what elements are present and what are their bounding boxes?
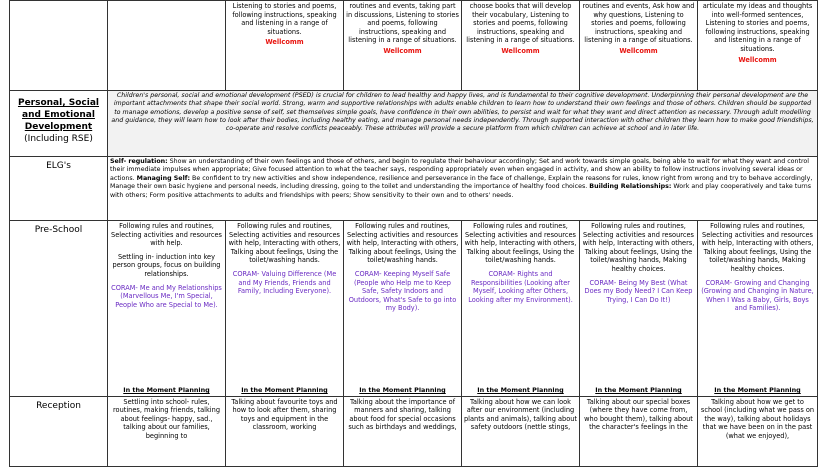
preschool-cell-5 xyxy=(698,221,818,397)
psed-description: Children's personal, social and emotional development (PSED) is crucial for children to lead healthy and happy lives, and is fundamental to their cognitive development. Underpinning their personal development are the important attachments that shape their social world. Strong, warm and supportive relationships with adults enable children to learn how to understand their own feelings and those of others. Children should be supported to manage emotions, develop a positive sense of self, set themselves simple goals, have confidence in their own abilities, to persist and wait for what they want and direct attention as necessary. Through adult modelling and guidance, they will learn how to look after their bodies, including healthy eating, and manage personal needs independently. Through supported interaction with other children they learn how to make good friendships, co-operate and resolve conflicts peaceably. These attributes will provide a secure platform from which children can achieve at school and in later life. xyxy=(108,91,818,157)
psed-row xyxy=(10,91,818,157)
planning-label: In the Moment Planning xyxy=(595,386,682,394)
planning-label: In the Moment Planning xyxy=(123,386,210,394)
reception-cell-0: Settling into school- rules, routines, making friends, talking about feelings- happy, sad., talking about our families, beginning to xyxy=(108,396,226,466)
reception-cell-5: Talking about how we get to school (including what we pass on the way), talking about holidays that we have been on in the past (what we enjoyed), xyxy=(698,396,818,466)
wellcomm-tag: Wellcomm xyxy=(619,46,658,55)
top-cell-text: articulate my ideas and thoughts into well-formed sentences, Listening to stories and poems, following instructions, speaking and listening in a range of situations. xyxy=(702,2,813,53)
reception-cell-2: Talking about the importance of manners and sharing, talking about food for special occasions such as birthdays and weddings, xyxy=(344,396,462,466)
self-regulation-heading: Self- regulation: xyxy=(110,158,168,165)
elg-row xyxy=(10,157,818,221)
preschool-cell-focus: Settling in- induction into key person groups, focus on building relationships. xyxy=(112,252,221,278)
managing-self-heading: Managing Self: xyxy=(136,174,190,182)
preschool-cell-skills: Following rules and routines, Selecting activities and resources with help. xyxy=(111,222,222,248)
coram-unit: CORAM- Me and My Relationships (Marvellous Me, I'm Special, People Who are Special to Me). xyxy=(111,283,222,309)
planning-label: In the Moment Planning xyxy=(241,386,328,394)
preschool-cell-3 xyxy=(462,221,580,397)
preschool-cell-skills: Following rules and routines, Selecting activities and resources with help, Interacting with others, Talking about feelings, Using the toilet/washing hands, Making healthy choices. xyxy=(701,222,814,273)
elg-label: ELG's xyxy=(10,157,108,221)
reception-row xyxy=(10,396,818,466)
elg-description xyxy=(108,157,818,221)
top-cell-text: routines and events, Ask how and why questions, Listening to stories and poems, following instructions, speaking and listening in a range of situations. xyxy=(582,2,695,45)
reception-cell-3: Talking about how we can look after our environment (including plants and animals), talking about safety outdoors (nettle stings, xyxy=(462,396,580,466)
wellcomm-tag: Wellcomm xyxy=(383,46,422,55)
preschool-cell-4 xyxy=(580,221,698,397)
reception-label: Reception xyxy=(10,396,108,466)
coram-unit: CORAM- Growing and Changing (Growing and Changing in Nature, When I Was a Baby, Girls, Boys and Families). xyxy=(701,278,814,313)
planning-label: In the Moment Planning xyxy=(714,386,801,394)
preschool-label: Pre-School xyxy=(10,221,108,397)
wellcomm-tag: Wellcomm xyxy=(738,55,777,64)
coram-unit: CORAM- Rights and Responsibilities (Looking after Myself, Looking after Others, Looking after my Environment). xyxy=(468,269,573,304)
coram-unit: CORAM- Being My Best (What Does my Body Need? I Can Keep Trying, I Can Do It!) xyxy=(584,278,693,304)
top-cell-3 xyxy=(462,1,580,91)
preschool-cell-skills: Following rules and routines, Selecting activities and resources with help, Interacting with others, Talking about feelings, Using the toilet/washing hands, Making healthy choices. xyxy=(582,222,695,273)
curriculum-table xyxy=(9,0,818,467)
psed-subtitle: (Including RSE) xyxy=(24,134,93,144)
top-cell-2 xyxy=(344,1,462,91)
top-cell-4 xyxy=(580,1,698,91)
coram-unit: CORAM- Keeping Myself Safe (People who Help me to Keep Safe, Safety Indoors and Outdoors, What's Safe to go into my Body). xyxy=(348,269,457,313)
building-relationships-text: Work and play cooperatively and take turns with others; Form positive attachments to adults and friendships with peers; Show sensitivity to their own and to others' needs. xyxy=(110,183,812,199)
preschool-cell-2 xyxy=(344,221,462,397)
planning-label: In the Moment Planning xyxy=(477,386,564,394)
building-relationships-heading: Building Relationships: xyxy=(589,183,672,191)
reception-cell-4: Talking about our special boxes (where they have come from, who bought them), talking about the character's feelings in the xyxy=(580,396,698,466)
row-label-empty xyxy=(10,1,108,91)
preschool-row xyxy=(10,221,818,397)
top-cell-text: choose books that will develop their vocabulary, Listening to stories and poems, following instructions, speaking and listening in a range of situations. xyxy=(466,2,575,45)
self-regulation-text: Show an understanding of their own feelings and those of others, and begin to regulate their behaviour accordingly; Set and work towards simple goals, being able to wait for what they want and control their immediate impulses when appropriate; Give focused attention to what the teacher says, responding appropriately even when engaged in activity, and show an ability to follow instructions involving several ideas or actions. xyxy=(110,158,810,182)
top-cell-0 xyxy=(108,1,226,91)
top-cell-1 xyxy=(226,1,344,91)
managing-self-text: Be confident to try new activities and show independence, resilience and perseverance in the face of challenge, Explain the reasons for rules, know right from wrong and try to behave accordingly, Manage their own basic hygiene and personal needs, including dressing, going to the toilet and understanding the importance of healthy food choices. xyxy=(110,174,813,191)
top-cell-text: Listening to stories and poems, following instructions, speaking and listening in a range of situations. xyxy=(232,2,337,36)
reception-cell-1: Talking about favourite toys and how to look after them, sharing toys and equipment in the classroom, working xyxy=(226,396,344,466)
preschool-cell-skills: Following rules and routines, Selecting activities and resources with help, Interacting with others, Talking about feelings, Using the toilet/washing hands. xyxy=(464,222,577,265)
preschool-cell-1 xyxy=(226,221,344,397)
coram-unit: CORAM- Valuing Difference (Me and My Friends, Friends and Family, Including Everyone). xyxy=(232,269,337,296)
preschool-cell-0 xyxy=(108,221,226,397)
preschool-cell-skills: Following rules and routines, Selecting activities and resources with help, Interacting with others, Talking about feelings, Using the toilet/washing hands. xyxy=(228,222,341,265)
communication-row xyxy=(10,1,818,91)
psed-label xyxy=(10,91,108,157)
top-cell-text: routines and events, taking part in discussions, Listening to stories and poems, following instructions, speaking and listening in a range of situations. xyxy=(346,2,459,45)
planning-label: In the Moment Planning xyxy=(359,386,446,394)
top-cell-5 xyxy=(698,1,818,91)
preschool-cell-skills: Following rules and routines, Selecting activities and resources with help, Interacting with others, Talking about feelings, Using the toilet/washing hands. xyxy=(346,222,459,265)
wellcomm-tag: Wellcomm xyxy=(501,46,540,55)
psed-title: Personal, Social and Emotional Development xyxy=(17,98,100,132)
wellcomm-tag: Wellcomm xyxy=(265,38,304,47)
